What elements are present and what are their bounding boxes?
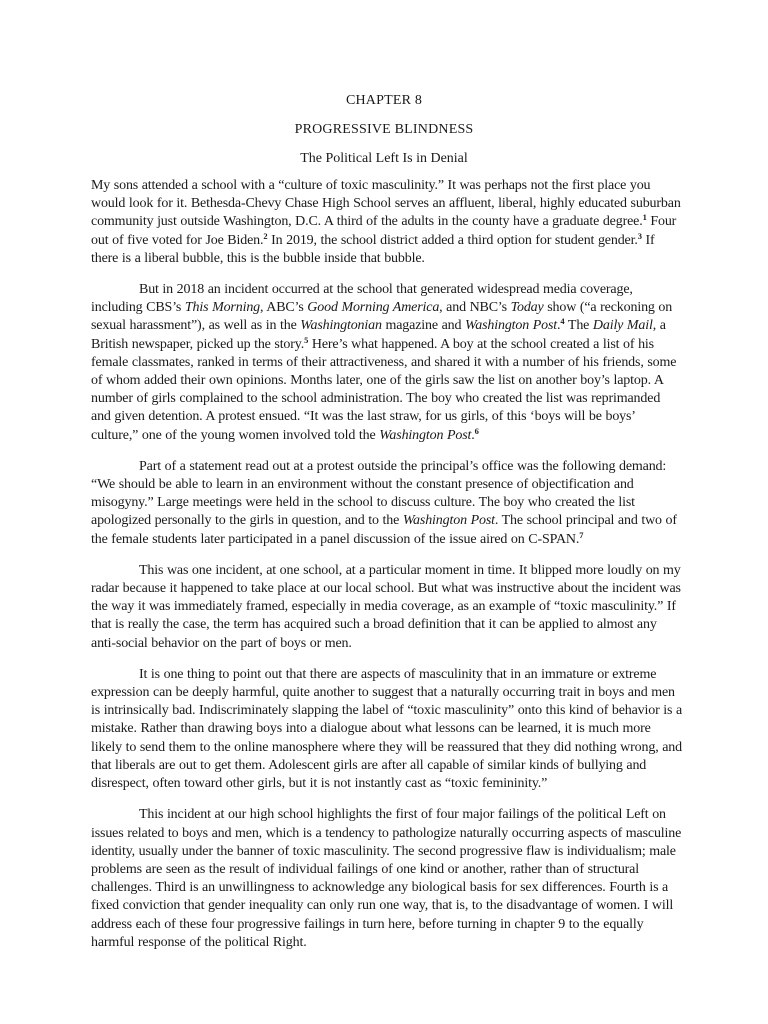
chapter-number: CHAPTER 8 bbox=[345, 93, 423, 108]
paragraph-text: . bbox=[557, 318, 561, 334]
paragraph-text: show (“a reckoning on sexual harassment”), as well as in the bbox=[91, 300, 673, 334]
paragraph-text: Four out of five voted for Joe Biden. bbox=[91, 214, 677, 248]
footnote-marker: 6 bbox=[474, 425, 479, 436]
paragraph bbox=[91, 562, 683, 653]
chapter-title: PROGRESSIVE BLINDNESS bbox=[294, 122, 474, 137]
footnote-marker: 7 bbox=[579, 529, 584, 540]
paragraph-text: It is one thing to point out that there are aspects of masculinity that in an immature or extreme expression can be deeply harmful, quite another to suggest that a naturally occurring trait in boys and men is intrinsically bad. Indiscriminately slapping the label of “toxic masculinity” onto this kind of behavior is a mistake. Rather than drawing boys into a dialogue about what lessons can be learned, it is much more likely to send them to the online manosphere where they will be reassured that they did nothing wrong, and that liberals are out to get them. Adolescent girls are after all capable of similar kinds of bullying and disrespect, often toward other girls, but it is not instantly cast as “toxic femininity.” bbox=[91, 666, 683, 792]
paragraph bbox=[91, 458, 683, 549]
paragraph-text: , and NBC’s bbox=[439, 300, 511, 316]
italic-title: Washington Post bbox=[465, 318, 558, 334]
italic-title: Today bbox=[510, 300, 544, 316]
paragraph-text: Part of a statement read out at a protest outside the principal’s office was the following demand: “We should be able to learn in an environment without the constant presence of objectification and misogyny.” Large meetings were held in the school to discuss culture. The boy who created the list apologized personally to the girls in question, and to the bbox=[91, 458, 667, 529]
italic-title: Washington Post bbox=[402, 513, 495, 529]
paragraph bbox=[91, 281, 683, 445]
chapter-subtitle: The Political Left Is in Denial bbox=[300, 151, 468, 166]
footnote-marker: 2 bbox=[263, 230, 268, 241]
italic-title: Good Morning America bbox=[307, 300, 440, 316]
footnote-marker: 1 bbox=[642, 212, 647, 223]
italic-title: Washingtonian bbox=[300, 318, 382, 334]
paragraph-text: My sons attended a school with a “culture of toxic masculinity.” It was perhaps not the first place you would look for it. Bethesda-Chevy Chase High School serves an affluent, liberal, highly educated suburban community just outside Washington, D.C. A third of the adults in the county have a graduate degree. bbox=[91, 178, 681, 230]
footnote-marker: 4 bbox=[560, 316, 565, 327]
paragraph bbox=[91, 177, 683, 268]
paragraph-text: . The school principal and two of the female students later participated in a panel discussion of the issue aired on C-SPAN. bbox=[91, 513, 677, 547]
footnote-marker: 5 bbox=[304, 334, 309, 345]
paragraph-text: If there is a liberal bubble, this is the bubble inside that bubble. bbox=[91, 232, 655, 266]
paragraph bbox=[91, 666, 683, 793]
italic-title: This Morning bbox=[184, 300, 261, 316]
italic-title: Daily Mail bbox=[592, 318, 653, 334]
chapter-body bbox=[91, 177, 683, 965]
italic-title: Washington Post bbox=[379, 427, 472, 443]
paragraph-text: , ABC’s bbox=[260, 300, 308, 316]
paragraph-text: . bbox=[471, 427, 475, 443]
paragraph-text: magazine and bbox=[381, 318, 465, 334]
paragraph-text: In 2019, the school district added a third option for student gender. bbox=[267, 232, 638, 248]
paragraph-text: This incident at our high school highlights the first of four major failings of the political Left on issues related to boys and men, which is a tendency to pathologize naturally occurring aspects of masculine identity, usually under the banner of toxic masculinity. The second progressive flaw is individualism; male problems are seen as the result of individual failings of one kind or another, rather than of structural challenges. Third is an unwillingness to acknowledge any biological basis for sex differences. Fourth is a fixed conviction that gender inequality can only run one way, that is, to the disadvantage of women. I will address each of these four progressive failings in turn here, before turning in chapter 9 to the equally harmful response of the political Right. bbox=[91, 807, 682, 950]
paragraph-text: But in 2018 an incident occurred at the school that generated widespread media coverage, including CBS’s bbox=[91, 282, 633, 316]
paragraph-text: , a British newspaper, picked up the story. bbox=[91, 318, 666, 352]
paragraph-text: The bbox=[564, 318, 593, 334]
paragraph-text: This was one incident, at one school, at a particular moment in time. It blipped more loudly on my radar because it happened to take place at our local school. But what was instructive about the incident was the way it was immediately framed, especially in media coverage, as an example of “toxic masculinity.” If that is really the case, the term has acquired such a broad definition that it can be applied to almost any anti-social behavior on the part of boys or men. bbox=[91, 562, 681, 651]
footnote-marker: 3 bbox=[637, 230, 642, 241]
paragraph-text: Here’s what happened. A boy at the school created a list of his female classmates, ranked in terms of their attractiveness, and shared it with a number of his friends, some of whom added their own opinions. Months later, one of the girls saw the list on another boy’s laptop. A number of girls complained to the school administration. The boy who created the list was reprimanded and given detention. A protest ensued. “It was the last straw, for us girls, of this ‘boys will be boys’ culture,” one of the young women involved told the bbox=[91, 336, 677, 443]
paragraph bbox=[91, 806, 683, 952]
